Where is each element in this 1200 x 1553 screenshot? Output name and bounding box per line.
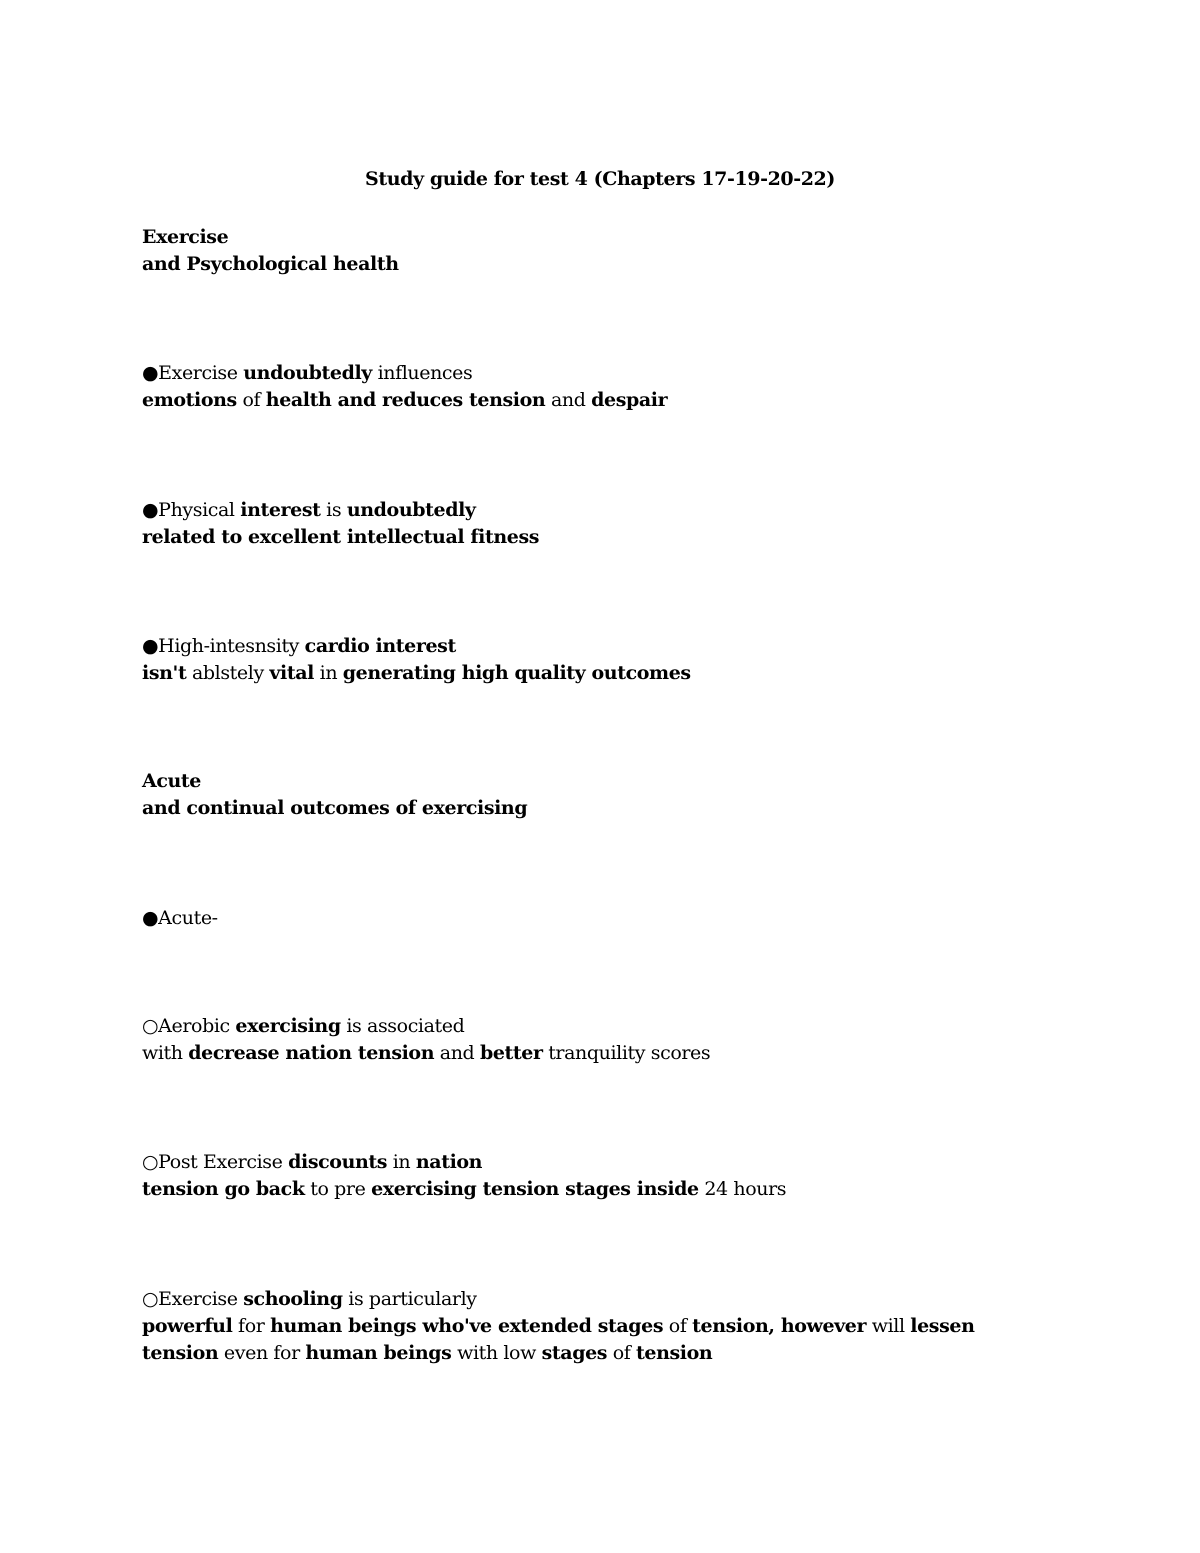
bold-text: undoubtedly <box>243 362 372 384</box>
text-line <box>142 1013 464 1040</box>
text-line <box>142 795 527 822</box>
text-line <box>142 905 218 932</box>
text-line <box>142 1313 975 1340</box>
text-line <box>142 633 456 660</box>
bold-text: related to excellent intellectual fitness <box>142 526 540 548</box>
text-line <box>142 387 667 414</box>
bold-text: decrease nation tension <box>188 1042 435 1064</box>
bold-text: exercising tension stages inside <box>371 1178 699 1200</box>
text-line <box>142 1286 477 1313</box>
plain-text: of <box>607 1342 637 1364</box>
bold-text: cardio interest <box>304 635 456 657</box>
bold-text: human beings <box>305 1342 452 1364</box>
plain-text: ○Post Exercise <box>142 1151 289 1173</box>
bold-text: health and reduces tension <box>265 389 546 411</box>
plain-text: ○Aerobic <box>142 1015 236 1037</box>
bold-text: Acute <box>142 770 201 792</box>
bold-text: better <box>479 1042 543 1064</box>
plain-text: with <box>142 1042 189 1064</box>
bold-text: lessen <box>910 1315 975 1337</box>
bold-text: human beings who've extended stages <box>270 1315 664 1337</box>
plain-text: in <box>387 1151 416 1173</box>
plain-text: and <box>545 389 592 411</box>
text-line <box>142 660 691 687</box>
plain-text: of <box>236 389 266 411</box>
plain-text: and <box>434 1042 480 1064</box>
bold-text: stages <box>541 1342 608 1364</box>
text-line <box>142 497 476 524</box>
plain-text: to pre <box>304 1178 372 1200</box>
text-line <box>142 360 472 387</box>
bold-text: isn't <box>142 662 187 684</box>
plain-text: ●Exercise <box>142 362 244 384</box>
text-line <box>142 224 228 251</box>
bold-text: interest <box>240 499 321 521</box>
bold-text: schooling <box>243 1288 343 1310</box>
plain-text: will <box>866 1315 911 1337</box>
bold-text: powerful <box>142 1315 233 1337</box>
text-line <box>142 1176 786 1203</box>
plain-text: influences <box>371 362 473 384</box>
plain-text: even for <box>218 1342 306 1364</box>
plain-text: ○Exercise <box>142 1288 244 1310</box>
bold-text: nation <box>415 1151 483 1173</box>
text-line <box>142 1149 482 1176</box>
bold-text: exercising <box>235 1015 341 1037</box>
plain-text: ●High-intesnsity <box>142 635 305 657</box>
bold-text: Exercise <box>142 226 229 248</box>
bold-text: and Psychological health <box>142 253 399 275</box>
bold-text: tension <box>142 1342 219 1364</box>
bold-text: undoubtedly <box>346 499 476 521</box>
bold-text: tension, however <box>692 1315 867 1337</box>
plain-text: for <box>232 1315 271 1337</box>
plain-text: is <box>320 499 347 521</box>
bold-text: vital <box>269 662 314 684</box>
plain-text: with low <box>451 1342 542 1364</box>
text-line <box>142 1340 712 1367</box>
bold-text: tension <box>636 1342 713 1364</box>
plain-text: in <box>314 662 343 684</box>
plain-text: ●Physical <box>142 499 241 521</box>
text-line <box>142 251 399 278</box>
plain-text: tranquility scores <box>542 1042 711 1064</box>
plain-text: of <box>663 1315 693 1337</box>
bold-text: despair <box>591 389 668 411</box>
text-line <box>142 1040 710 1067</box>
bold-text: tension go back <box>142 1178 305 1200</box>
bold-text: emotions <box>142 389 237 411</box>
text-line <box>142 524 539 551</box>
plain-text: is associated <box>340 1015 465 1037</box>
plain-text: ablstely <box>186 662 270 684</box>
page-title: Study guide for test 4 (Chapters 17-19-20-22) <box>365 168 835 190</box>
text-line <box>142 768 201 795</box>
plain-text: 24 hours <box>698 1178 787 1200</box>
plain-text: ●Acute- <box>142 907 218 929</box>
bold-text: generating high quality outcomes <box>342 662 691 684</box>
bold-text: and continual outcomes of exercising <box>142 797 528 819</box>
plain-text: is particularly <box>342 1288 477 1310</box>
bold-text: discounts <box>288 1151 388 1173</box>
